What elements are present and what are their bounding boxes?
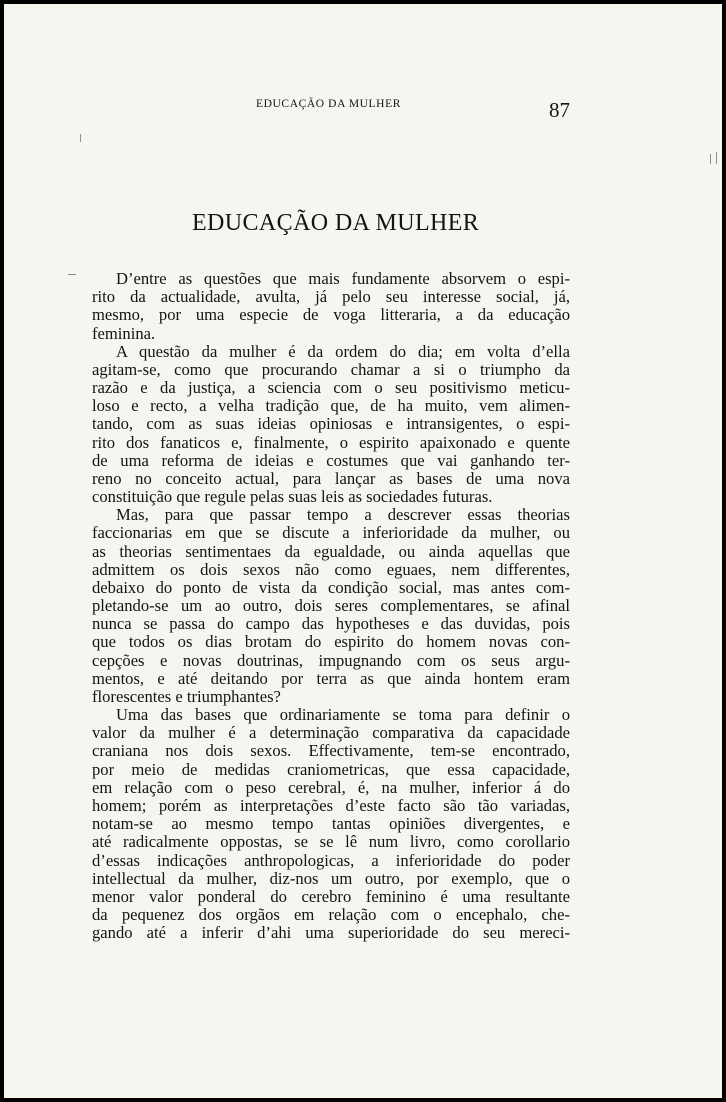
text-line: tando, com as suas ideias opiniosas e intransigentes, o espi-	[92, 414, 570, 434]
margin-dash	[80, 134, 81, 142]
text-line: nunca se passa do campo das hypotheses e das duvidas, pois	[92, 614, 570, 634]
text-line: da pequenez dos orgãos em relação com o encephalo, che-	[92, 905, 570, 925]
text-line: Mas, para que passar tempo a descrever essas theorias	[116, 505, 570, 525]
text-line: pletando-se um ao outro, dois seres complementares, se afinal	[92, 596, 570, 616]
margin-dash	[68, 274, 76, 275]
text-line: razão e da justiça, a sciencia com o seu positivismo meticu-	[92, 378, 570, 398]
text-line: A questão da mulher é da ordem do dia; em volta d’ella	[116, 341, 570, 361]
text-line: menor valor ponderal do cerebro feminino é uma resultante	[92, 886, 570, 906]
text-line: constituição que regule pelas suas leis as sociedades futuras.	[92, 487, 493, 507]
text-line: que todos os dias brotam do espirito do homem novas con-	[92, 632, 570, 652]
page-number: 87	[549, 98, 570, 122]
text-line: mesmo, por uma especie de voga litteraria, a da educação	[92, 305, 570, 325]
body-text	[92, 270, 570, 942]
text-line: craniana nos dois sexos. Effectivamente, tem-se encontrado,	[92, 741, 570, 761]
text-line: gando até a inferir d’ahi uma superioridade do seu mereci-	[92, 923, 570, 943]
book-page	[4, 4, 722, 1098]
text-line: admittem os dois sexos não como eguaes, nem differentes,	[92, 559, 570, 579]
edge-mark	[716, 152, 717, 164]
text-line: loso e recto, a velha tradição que, de ha muito, vem alimen-	[92, 396, 570, 416]
chapter-title: EDUCAÇÃO DA MULHER	[192, 210, 480, 236]
text-line: por meio de medidas craniometricas, que essa capacidade,	[92, 759, 570, 779]
text-line: debaixo do ponto de vista da condição social, mas antes com-	[92, 577, 570, 597]
text-line: agitam-se, como que procurando chamar a si o triumpho da	[92, 359, 570, 379]
text-line: rito dos fanaticos e, finalmente, o espirito apaixonado e quente	[92, 432, 570, 452]
text-line: homem; porém as interpretações d’este facto são tão variadas,	[92, 795, 570, 815]
text-line: d’essas indicações anthropologicas, a inferioridade do poder	[92, 850, 570, 870]
running-head: EDUCAÇÃO DA MULHER	[256, 98, 401, 110]
text-line: notam-se ao mesmo tempo tantas opiniões divergentes, e	[92, 814, 570, 834]
text-line: rito da actualidade, avulta, já pelo seu interesse social, já,	[92, 287, 570, 307]
text-line: valor da mulher é a determinação comparativa da capacidade	[92, 723, 570, 743]
text-line: em relação com o peso cerebral, é, na mulher, inferior á do	[92, 777, 570, 797]
text-line: as theorias sentimentaes da egualdade, ou ainda aquellas que	[92, 541, 570, 561]
text-line: mentos, e até deitando por terra as que ainda hontem eram	[92, 668, 570, 688]
text-line: D’entre as questões que mais fundamente absorvem o espi-	[116, 269, 570, 288]
text-line: de uma reforma de ideias e costumes que vai ganhando ter-	[92, 450, 570, 470]
text-line: faccionarias em que se discute a inferioridade da mulher, ou	[92, 523, 570, 543]
text-line: Uma das bases que ordinariamente se toma para definir o	[116, 705, 570, 725]
text-line: feminina.	[92, 323, 156, 343]
text-line: florescentes e triumphantes?	[92, 686, 281, 706]
text-line: até radicalmente oppostas, se se lê num livro, como corollario	[92, 832, 570, 852]
text-line: intellectual da mulher, diz-nos um outro, por exemplo, que o	[92, 868, 570, 888]
text-line: reno no conceito actual, para lançar as bases de uma nova	[92, 468, 570, 488]
edge-mark	[710, 154, 711, 164]
text-line: cepções e novas doutrinas, impugnando com os seus argu-	[92, 650, 570, 670]
